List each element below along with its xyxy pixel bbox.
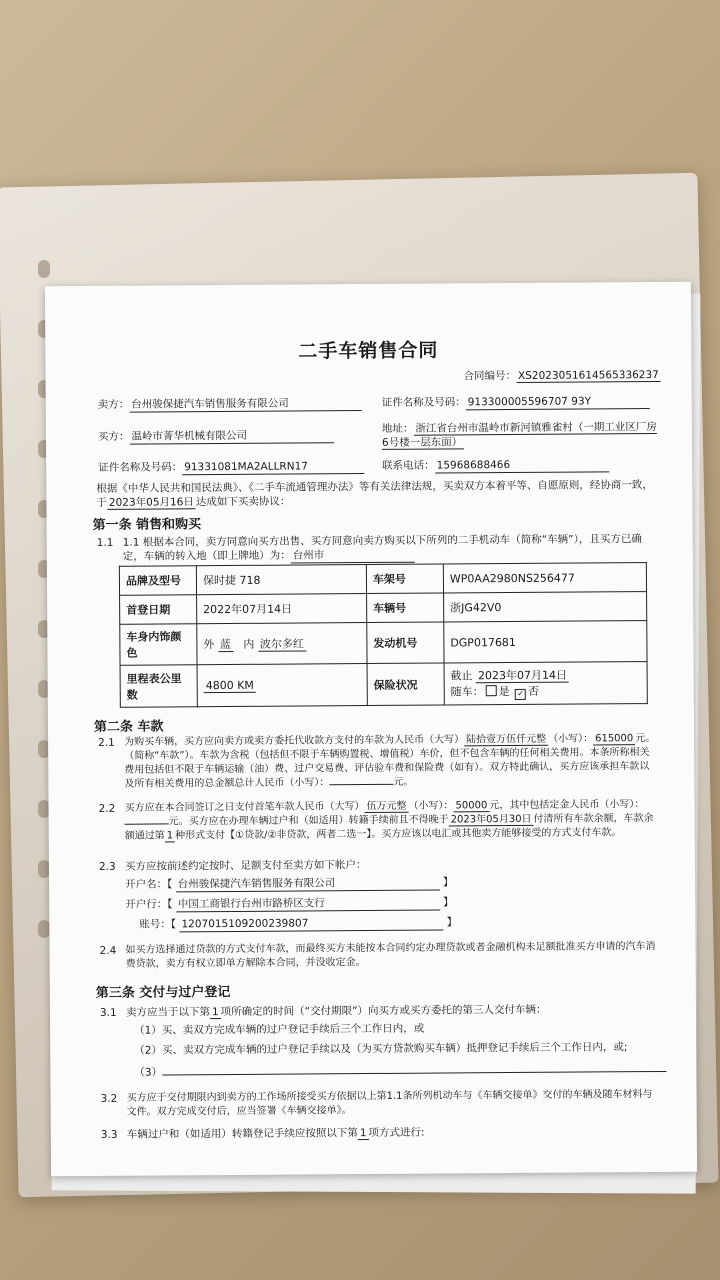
account-bank: 开户行：【 中国工商银行台州市路桥区支行 】 xyxy=(125,896,454,911)
buyer-row: 买方： 温岭市菁华机械有限公司 xyxy=(98,428,334,445)
brand-label: 品牌及型号 xyxy=(119,566,196,596)
clause-3-3: 车辆过户和（如适用）转籍登记手续应按照以下第 1 项方式进行: xyxy=(126,1126,425,1141)
clause-number: 2.4 xyxy=(99,944,117,957)
clause-3-1-i: （1）买、卖双方完成车辆的过户登记手续后三个工作日内，或 xyxy=(134,1022,425,1037)
clause-number: 2.3 xyxy=(98,860,116,873)
article-1-heading: 第一条 销售和购买 xyxy=(92,517,202,533)
account-name: 开户名：【 台州骏保捷汽车销售服务有限公司 】 xyxy=(125,876,454,891)
buyer-cert-row: 证件名称及号码： 91331081MA2ALLRN17 xyxy=(98,459,364,476)
article-2-heading: 第二条 车款 xyxy=(93,719,164,735)
clause-2-3: 买方应按前述约定按时、足额支付至卖方如下帐户： xyxy=(124,859,367,873)
address-row: 地址： 浙江省台州市温岭市新河镇雅雀村（一期工业区厂房6号楼一层东面） xyxy=(381,420,657,449)
account-number: 账号：【 1207015109200239807 】 xyxy=(139,916,458,931)
clause-2-1: 为购买车辆，买方应向卖方或卖方委托代收款方支付的车款为人民币（大写） 陆拾壹万伍仟元整 （小写）： 615000 元。（简称“车款”）。车款为含税（包括但不限于车辆购置税、增值税）车价，但不包含车辆的任何相关费用。本条所称相关费用包括但不限于车辆运输（油）费、过户交易费、评估验车费和保险费（如有）。双方特此确认，买方应该承担车款以及所有相关费用的总金额总计人民币（小写）： 元。 xyxy=(124,733,656,790)
mileage-label: 里程表公里数 xyxy=(120,665,197,708)
clause-number: 1.1 xyxy=(96,536,114,549)
clause-2-4: 如买方选择通过贷款的方式支付车款，而最终买方未能按本合同约定办理贷款或者金融机构未足额批准买方申请的汽车消费贷款，卖方有权立即单方解除本合同，并没收定金。 xyxy=(125,941,656,970)
contract-page xyxy=(45,282,697,1176)
engine-label: 发动机号 xyxy=(367,622,444,664)
insurance-label: 保险状况 xyxy=(367,663,444,706)
clause-number: 3.3 xyxy=(100,1128,118,1141)
phone-row: 联系电话： 15968688466 xyxy=(382,457,609,474)
clause-number: 3.1 xyxy=(99,1006,117,1019)
clause-number: 2.1 xyxy=(98,736,115,749)
plate-value: 浙JG42V0 xyxy=(443,592,646,622)
engine-value: DGP017681 xyxy=(444,621,647,663)
clause-2-2: 买方应在本合同签订之日支付首笔车款人民币（大写） 伍万元整 （小写）： 50000 元，其中包括定金人民币（小写）：元。买方应在办理车辆过户和（如适用）转籍手续前且不得晚于 2023年05月30日 付清所有车款余额，车款余额通过第 1 种形式支付【①贷款/②非贷款，两者二选一】。买方应该以电汇或其他卖方能够接受的方式支付车款。 xyxy=(124,799,654,842)
clause-3-1-iii: （3） xyxy=(134,1062,666,1080)
article-3-heading: 第三条 交付与过户登记 xyxy=(95,984,231,1001)
brand-value: 保时捷 718 xyxy=(196,565,366,595)
checkbox-yes[interactable] xyxy=(486,685,497,696)
vin-value: WP0AA2980NS256477 xyxy=(443,563,646,593)
contract-title: 二手车销售合同 xyxy=(298,339,439,363)
seller-cert-row: 证件名称及号码： 913300005596707 93Y xyxy=(382,394,650,411)
clause-number: 3.2 xyxy=(100,1092,118,1105)
vin-label: 车架号 xyxy=(366,564,443,594)
checkbox-no-checked[interactable]: ✓ xyxy=(515,689,526,700)
preamble: 根据《中华人民共和国民法典》、《二手车流通管理办法》等有关法律法规，买卖双方本着平等、自愿原则，经协商一致，于 2023年05月16日 达成如下买卖协议： xyxy=(96,479,653,509)
vehicle-info-table xyxy=(119,562,648,708)
contract-no: 合同编号： XS2023051614565336237 xyxy=(463,368,660,383)
reg-date-label: 首登日期 xyxy=(120,595,197,625)
plate-label: 车辆号 xyxy=(366,593,443,623)
clause-1-1: 1.1 根据本合同，卖方同意向买方出售、买方同意向卖方购买以下所列的二手机动车（简称“车辆”），且买方已确定，车辆的转入地（即上牌地）为： 台州市 xyxy=(122,533,642,563)
clause-3-2: 买方应于交付期限内到卖方的工作场所接受买方依据以上第1.1条所列机动车与《车辆交接单》交付的车辆及随车材料与文件。双方完成交付后，应当签署《车辆交接单》。 xyxy=(126,1089,653,1118)
clause-number: 2.2 xyxy=(98,802,116,815)
clause-3-1: 卖方应当于以下第 1 项所确定的时间（“交付期限”）向买方或买方委托的第三人交付车辆： xyxy=(125,1003,547,1019)
mileage-value: 4800 KM xyxy=(197,664,367,707)
clause-3-1-ii: （2）买、卖双方完成车辆的过户登记手续以及（为买方贷款购买车辆）抵押登记手续后三个工作日内，或; xyxy=(134,1041,628,1057)
insurance-value: 截止 2023年07月14日 随车： 是 ✓ 否 xyxy=(444,662,647,705)
color-label: 车身内饰颜色 xyxy=(120,624,197,666)
seller-row: 卖方： 台州骏保捷汽车销售服务有限公司 xyxy=(98,396,362,413)
color-value: 外 蓝 内 波尔多红 xyxy=(197,623,367,665)
reg-date-value: 2022年07月14日 xyxy=(197,594,367,624)
